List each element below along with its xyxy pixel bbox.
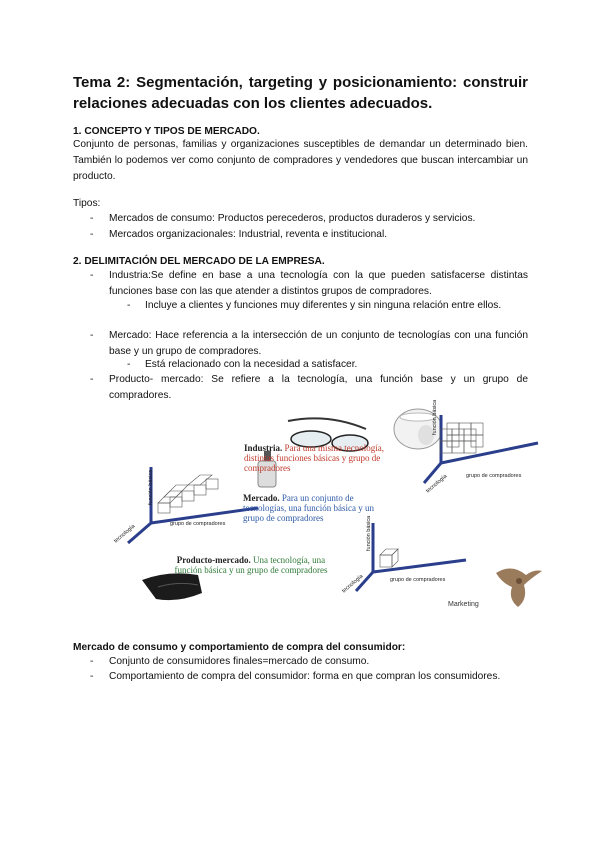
list-item: Conjunto de consumidores finales=mercado de consumo. bbox=[109, 656, 370, 667]
list-item: Comportamiento de compra del consumidor: forma en que compran los consumidores. bbox=[109, 671, 501, 682]
producto-cube bbox=[380, 549, 398, 567]
figure-industria-label bbox=[244, 443, 394, 473]
figure-producto-label bbox=[166, 555, 336, 575]
axis-label-group-industria: grupo de compradores bbox=[466, 473, 522, 479]
list-item-industria: Industria:Se define en base a una tecnología con la que pueden satisfacerse distintas funciones base con las que atender a distintos grupos de compradores. bbox=[109, 270, 528, 297]
section-3-heading: Mercado de consumo y comportamiento de compra del consumidor: bbox=[73, 642, 406, 653]
bullet: - bbox=[90, 330, 94, 341]
figure-mercado-title: Mercado. bbox=[243, 493, 280, 503]
bullet: - bbox=[90, 229, 94, 240]
figure-industria-title: Industria. bbox=[244, 443, 283, 453]
bullet: - bbox=[90, 270, 94, 281]
list-item-mercado: Mercado: Hace referencia a la intersección de un conjunto de tecnologías con una función base y un grupo de compradores. bbox=[109, 330, 528, 357]
axis-label-function-left: función básica bbox=[148, 469, 154, 505]
figure-mercado-desc: Para un conjunto de tecnologías, una función básica y un grupo de compradores bbox=[243, 493, 374, 523]
axis-label-function-industria: función básica bbox=[432, 399, 438, 435]
list-item-producto: Producto- mercado: Se refiere a la tecnología, una función base y un grupo de compradores. bbox=[109, 374, 528, 401]
axis-label-tech-left: tecnología bbox=[113, 523, 137, 545]
bullet: - bbox=[90, 656, 94, 667]
bullet: - bbox=[90, 213, 94, 224]
document-title: Tema 2: Segmentación, targeting y posicionamiento: construir relaciones adecuadas con los clientes adecuados. bbox=[73, 74, 528, 112]
bullet: - bbox=[127, 359, 131, 370]
section-1-heading: 1. CONCEPTO Y TIPOS DE MERCADO. bbox=[73, 126, 260, 137]
figure-industria-desc: Para una misma tecnología, distintas funciones básicas y grupo de compradores bbox=[244, 443, 384, 473]
axis-label-group-left: grupo de compradores bbox=[170, 521, 226, 527]
figure-brand: Marketing bbox=[448, 601, 479, 608]
list-subitem-industria: Incluye a clientes y funciones muy diferentes y sin ninguna relación entre ellos. bbox=[145, 300, 502, 311]
section-2-heading: 2. DELIMITACIÓN DEL MERCADO DE LA EMPRESA. bbox=[73, 256, 325, 267]
list-subitem-mercado: Está relacionado con la necesidad a satisfacer. bbox=[145, 359, 358, 370]
bullet: - bbox=[90, 374, 94, 385]
bullet: - bbox=[127, 300, 131, 311]
axis-label-tech-producto: tecnología bbox=[341, 573, 365, 595]
bullet: - bbox=[90, 671, 94, 682]
axis-label-function-producto: función básica bbox=[366, 515, 372, 551]
list-item: Mercados organizacionales: Industrial, reventa e institucional. bbox=[109, 229, 388, 240]
left-cubes bbox=[158, 475, 218, 513]
section-1-paragraph: Conjunto de personas, familias y organizaciones susceptibles de demandar un determinado bien. También lo podemos ver como conjunto de compradores y vendedores que buscan intercambiar un producto. bbox=[73, 139, 528, 182]
eagle-logo bbox=[496, 568, 542, 607]
market-delimitation-figure bbox=[98, 399, 556, 620]
list-item: Mercados de consumo: Productos perecederos, productos duraderos y servicios. bbox=[109, 213, 476, 224]
sunglasses-image bbox=[142, 573, 202, 600]
axis-label-group-producto: grupo de compradores bbox=[390, 577, 446, 583]
axis-label-tech-industria: tecnología bbox=[425, 473, 449, 495]
industria-cubes bbox=[440, 423, 483, 453]
figure-producto-desc: Una tecnología, una función básica y un grupo de compradores bbox=[174, 555, 328, 575]
tipos-label: Tipos: bbox=[73, 198, 101, 209]
figure-producto-title: Producto-mercado. bbox=[176, 555, 251, 565]
